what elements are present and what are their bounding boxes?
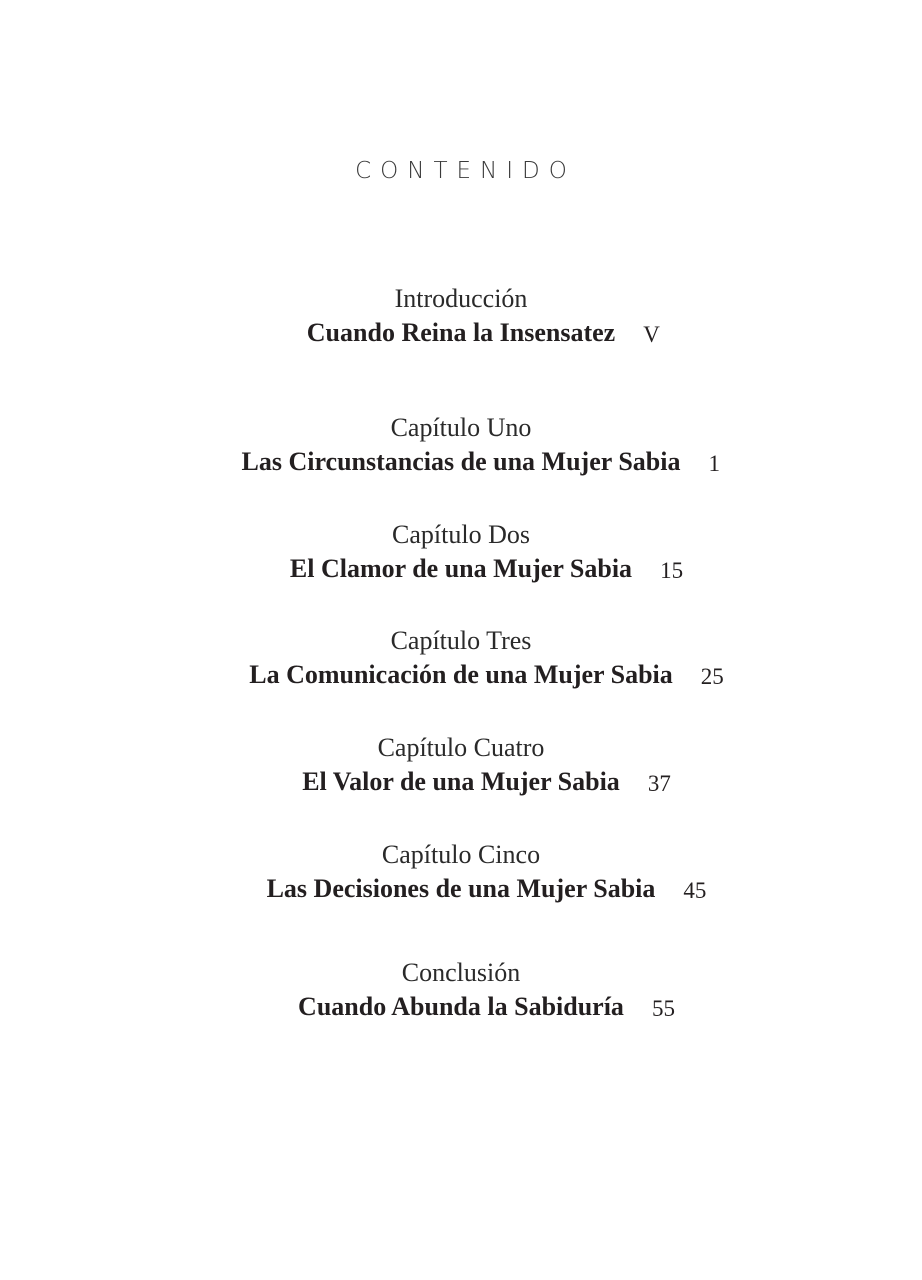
entry-title: El Clamor de una Mujer Sabia [289, 554, 633, 583]
entry-label: Capítulo Tres [390, 626, 532, 655]
toc-entry-chapter-3[interactable] [0, 624, 922, 696]
entry-page-number: 1 [708, 451, 720, 476]
toc-entry-chapter-1[interactable] [0, 411, 922, 483]
entry-page-number: 45 [683, 878, 707, 903]
entry-title: Cuando Reina la Insensatez [306, 318, 616, 347]
entry-label: Capítulo Uno [390, 413, 532, 442]
entry-page-number: 15 [660, 558, 684, 583]
entry-title: Las Decisiones de una Mujer Sabia [266, 874, 656, 903]
entry-title: Cuando Abunda la Sabiduría [298, 992, 624, 1021]
toc-entry-conclusion[interactable] [0, 956, 922, 1028]
toc-entry-introduction[interactable] [0, 282, 922, 354]
entry-label: Capítulo Cinco [381, 840, 541, 869]
entry-title: Las Circunstancias de una Mujer Sabia [241, 447, 681, 476]
page-title: CONTENIDO [355, 158, 576, 184]
entry-page-number: 55 [651, 996, 675, 1021]
toc-entry-chapter-4[interactable] [0, 731, 922, 803]
entry-label: Introducción [394, 284, 528, 313]
entry-page-number: V [643, 322, 660, 347]
entry-title: La Comunicación de una Mujer Sabia [249, 660, 673, 689]
entry-label: Capítulo Dos [392, 520, 530, 549]
toc-entry-chapter-2[interactable] [0, 518, 922, 590]
entry-label: Conclusión [401, 958, 521, 987]
entry-page-number: 37 [647, 771, 671, 796]
entry-title: El Valor de una Mujer Sabia [302, 767, 620, 796]
toc-entry-chapter-5[interactable] [0, 838, 922, 910]
entry-page-number: 25 [700, 664, 724, 689]
entry-label: Capítulo Cuatro [377, 733, 545, 762]
